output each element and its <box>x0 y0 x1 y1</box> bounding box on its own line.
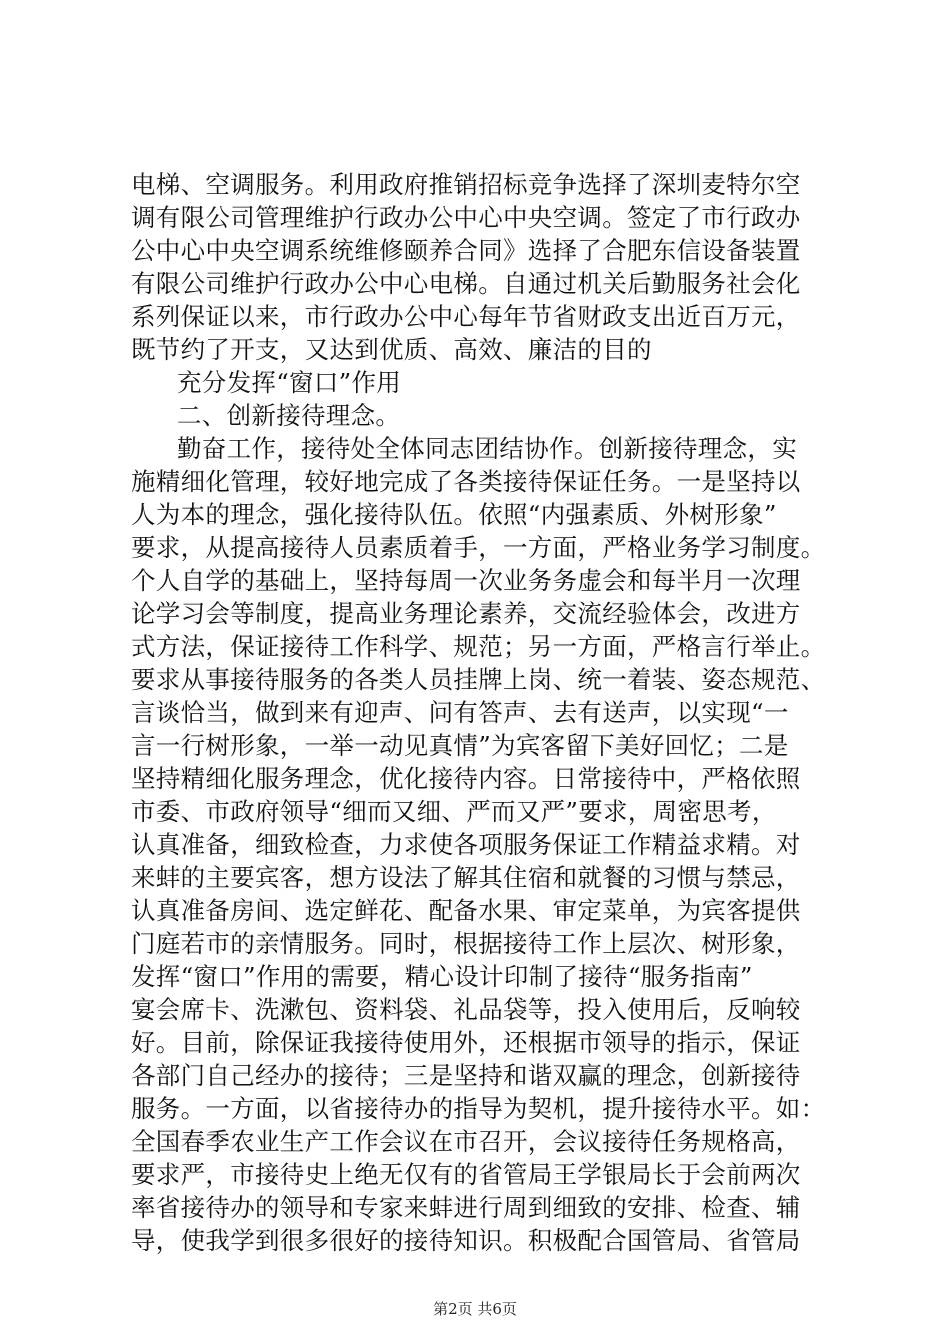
document-body <box>131 168 831 1257</box>
text-line: 认真准备房间、选定鲜花、配备水果、审定菜单，为宾客提供 <box>131 896 801 925</box>
text-line: 要求严，市接待史上绝无仅有的省管局王学银局长于会前两次 <box>131 1160 801 1189</box>
text-line: 发挥“窗口”作用的需要，精心设计印制了接待“服务指南” <box>131 962 753 991</box>
text-line: 坚持精细化服务理念，优化接待内容。日常接待中，严格依照 <box>131 764 801 793</box>
text-line: 充分发挥“窗口”作用 <box>177 368 402 397</box>
text-line: 各部门自己经办的接待；三是坚持和谐双赢的理念，创新接待 <box>131 1061 801 1090</box>
text-line: 宴会席卡、洗漱包、资料袋、礼品袋等，投入使用后，反响较 <box>131 995 801 1024</box>
page-footer: 第2页 共6页 <box>433 1300 517 1318</box>
text-line: 门庭若市的亲情服务。同时，根据接待工作上层次、树形象， <box>131 929 801 958</box>
text-line: 认真准备，细致检查，力求使各项服务保证工作精益求精。对 <box>131 830 801 859</box>
text-line: 个人自学的基础上，坚持每周一次业务务虚会和每半月一次理 <box>131 566 801 595</box>
text-line: 率省接待办的领导和专家来蚌进行周到细致的安排、检查、辅 <box>131 1193 801 1222</box>
text-line: 好。目前，除保证我接待使用外，还根据市领导的指示，保证 <box>131 1028 801 1057</box>
text-line: 言一行树形象，一举一动见真情”为宾客留下美好回忆；二是 <box>131 731 789 760</box>
text-line: 市委、市政府领导“细而又细、严而又严”要求，周密思考， <box>131 797 777 826</box>
text-line: 式方法，保证接待工作科学、规范；另一方面，严格言行举止。 <box>131 632 826 661</box>
text-line: 勤奋工作，接待处全体同志团结协作。创新接待理念，实 <box>177 434 797 463</box>
text-line: 导，使我学到很多很好的接待知识。积极配合国管局、省管局 <box>131 1226 801 1255</box>
text-line: 二、创新接待理念。 <box>177 401 401 430</box>
text-line: 全国春季农业生产工作会议在市召开，会议接待任务规格高， <box>131 1127 801 1156</box>
text-line: 系列保证以来，市行政办公中心每年节省财政支出近百万元， <box>131 302 801 331</box>
text-line: 言谈恰当，做到来有迎声、问有答声、去有送声，以实现“一 <box>131 698 789 727</box>
text-line: 有限公司维护行政办公中心电梯。自通过机关后勤服务社会化 <box>131 269 801 298</box>
text-line: 既节约了开支，又达到优质、高效、廉洁的目的 <box>131 335 652 364</box>
text-line: 论学习会等制度，提高业务理论素养，交流经验体会，改进方 <box>131 599 801 628</box>
text-line: 调有限公司管理维护行政办公中心中央空调。签定了市行政办 <box>131 203 801 232</box>
text-line: 电梯、空调服务。利用政府推销招标竞争选择了深圳麦特尔空 <box>131 170 801 199</box>
text-line: 公中心中央空调系统维修颐养合同》选择了合肥东信设备装置 <box>131 236 801 265</box>
text-line: 来蚌的主要宾客，想方设法了解其住宿和就餐的习惯与禁忌， <box>131 863 801 892</box>
text-line: 施精细化管理，较好地完成了各类接待保证任务。一是坚持以 <box>131 467 801 496</box>
text-line: 服务。一方面，以省接待办的指导为契机，提升接待水平。如： <box>131 1094 826 1123</box>
text-line: 要求从事接待服务的各类人员挂牌上岗、统一着装、姿态规范、 <box>131 665 826 694</box>
text-line: 要求，从提高接待人员素质着手，一方面，严格业务学习制度。 <box>131 533 826 562</box>
text-line: 人为本的理念，强化接待队伍。依照“内强素质、外树形象” <box>131 500 777 529</box>
